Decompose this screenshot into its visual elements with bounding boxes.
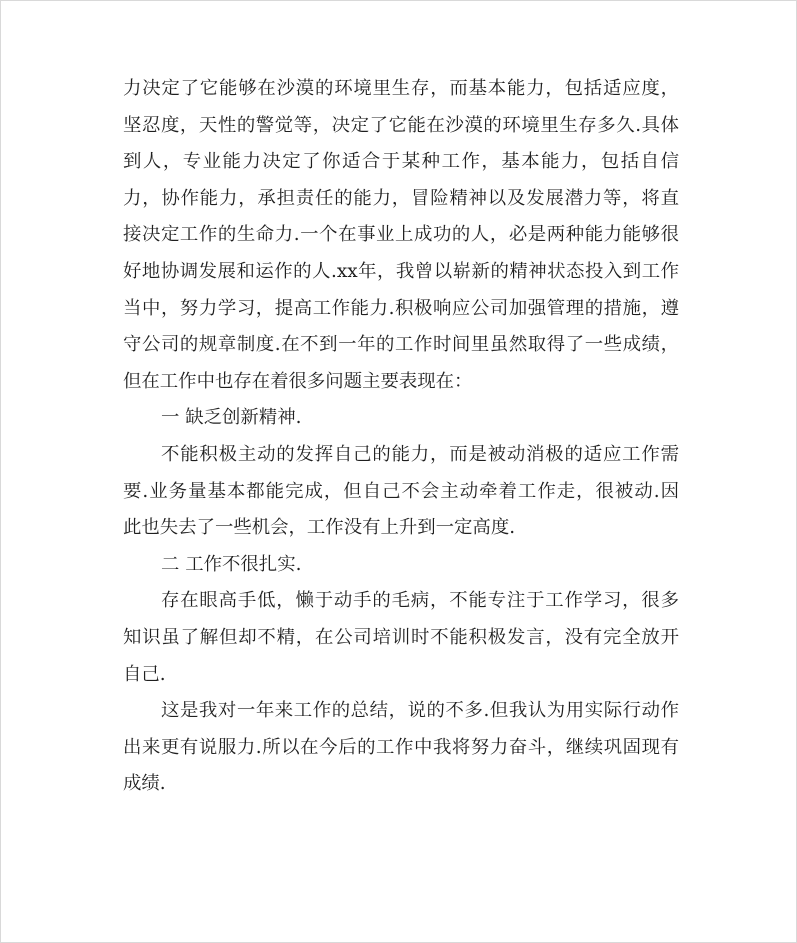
body-line: 力决定了它能够在沙漠的环境里生存，而基本能力，包括适应度，	[123, 78, 679, 99]
body-line: 这是我对一年来工作的总结，说的不多.但我认为用实际行动作	[161, 700, 679, 722]
body-line: 力，协作能力，承担责任的能力，冒险精神以及发展潜力等，将直	[123, 187, 679, 209]
body-line: 自己.	[123, 663, 166, 685]
body-line: 好地协调发展和运作的人.xx年，我曾以崭新的精神状态投入到工作	[123, 260, 679, 282]
section-heading: 二 工作不很扎实.	[161, 553, 302, 575]
body-line: 但在工作中也存在着很多问题主要表现在：	[123, 370, 473, 392]
body-line: 坚忍度，天性的警觉等，决定了它能在沙漠的环境里生存多久.具体	[123, 114, 679, 136]
body-line: 要.业务量基本都能完成，但自己不会主动牵着工作走，很被动.因	[123, 480, 679, 502]
body-line: 出来更有说服力.所以在今后的工作中我将努力奋斗，继续巩固现有	[123, 736, 679, 758]
document-body	[123, 71, 679, 803]
body-line: 此也失去了一些机会，工作没有上升到一定高度.	[123, 517, 516, 539]
body-line: 存在眼高手低，懒于动手的毛病，不能专注于工作学习，很多	[161, 590, 679, 612]
body-line: 接决定工作的生命力.一个在事业上成功的人，必是两种能力能够很	[123, 224, 679, 246]
body-line: 成绩.	[123, 773, 166, 795]
body-line: 守公司的规章制度.在不到一年的工作时间里虽然取得了一些成绩，	[123, 334, 679, 356]
section-heading: 一 缺乏创新精神.	[161, 407, 302, 429]
body-line: 不能积极主动的发挥自己的能力，而是被动消极的适应工作需	[161, 443, 679, 465]
body-line: 当中，努力学习，提高工作能力.积极响应公司加强管理的措施，遵	[123, 297, 679, 319]
body-line: 知识虽了解但却不精，在公司培训时不能积极发言，没有完全放开	[123, 626, 679, 648]
body-line: 到人，专业能力决定了你适合于某种工作，基本能力，包括自信	[123, 151, 679, 173]
